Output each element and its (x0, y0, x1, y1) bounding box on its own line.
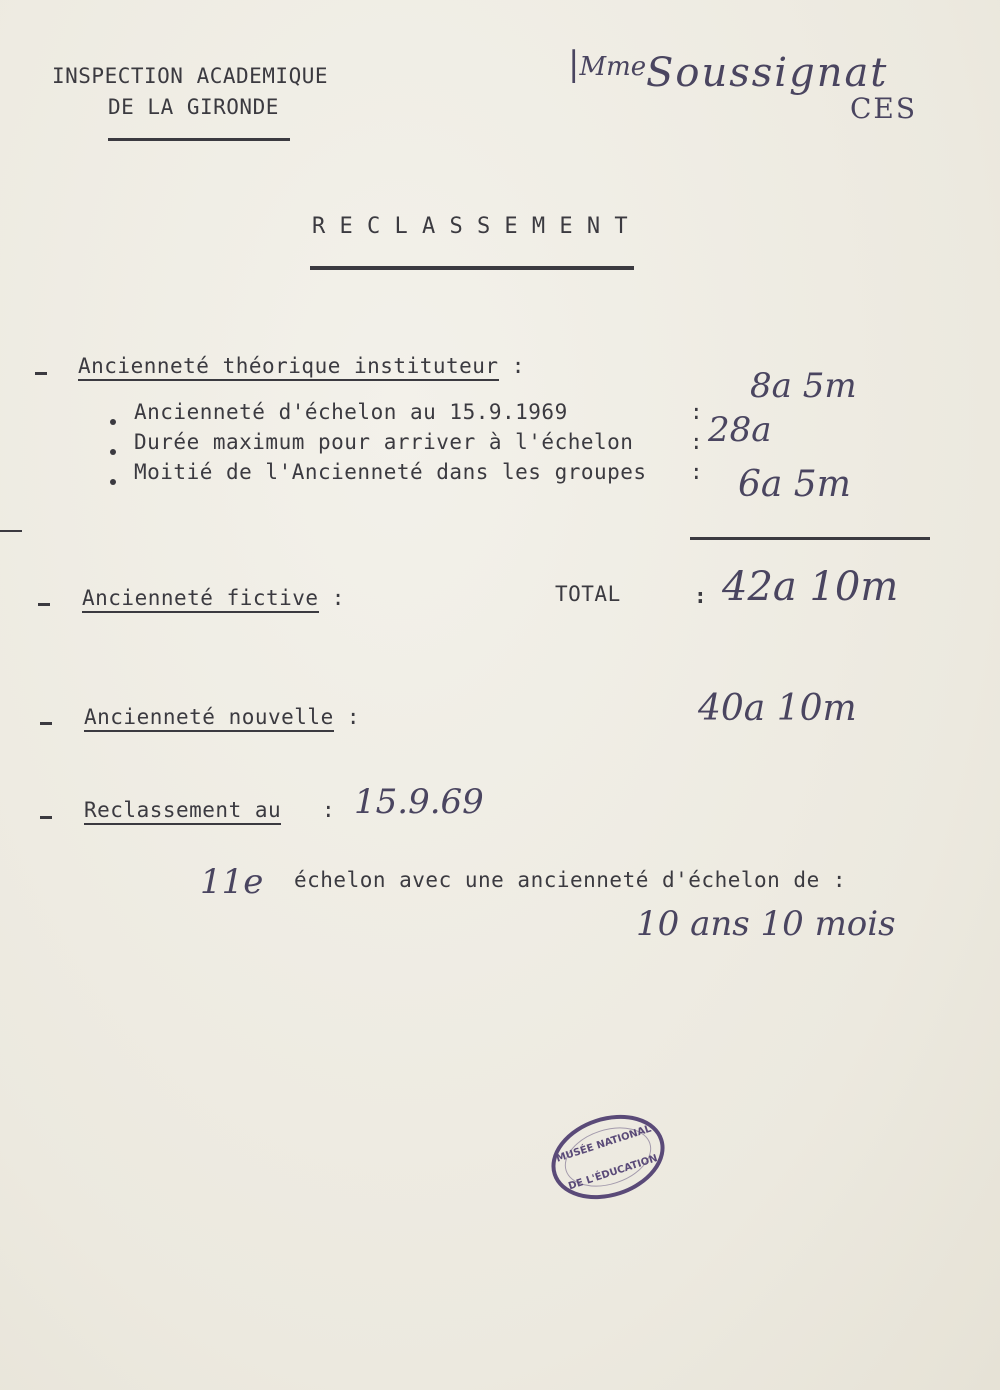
title-underline (310, 266, 634, 270)
section3-value: 40a 10m (698, 688, 857, 729)
item1-colon: : (690, 400, 704, 424)
item1-label: Ancienneté d'échelon au 15.9.1969 (134, 400, 568, 424)
total-label: TOTAL (555, 582, 621, 606)
item3-label: Moitié de l'Ancienneté dans les groupes (134, 460, 647, 484)
bullet-3 (110, 479, 116, 485)
echelon-text: échelon avec une ancienneté d'échelon de : (294, 868, 847, 892)
header-underline (108, 138, 290, 141)
stamp-text-bottom: DE L'ÉDUCATION (567, 1153, 660, 1193)
handwritten-name: Soussignat (646, 50, 889, 96)
page-title: R E C L A S S E M E N T (312, 214, 629, 239)
header-line-2: DE LA GIRONDE (108, 95, 279, 119)
item2-value: 28a (708, 410, 772, 450)
stamp-text-top: MUSÉE NATIONAL (554, 1123, 653, 1165)
section4-label: Reclassement au (84, 798, 281, 822)
total-colon: : (694, 584, 708, 608)
section1-label: Ancienneté théorique instituteur : (78, 354, 525, 378)
item2-colon: : (690, 430, 704, 454)
museum-stamp (537, 1096, 679, 1219)
total-value: 42a 10m (722, 564, 899, 610)
handwritten-title: |Mme (568, 44, 647, 84)
item3-value: 6a 5m (738, 464, 851, 505)
bullet-2 (110, 449, 116, 455)
section4-colon: : (322, 798, 336, 822)
echelon-number: 11e (200, 862, 264, 902)
section3-dash (40, 722, 52, 725)
sum-line (690, 537, 930, 540)
item2-label: Durée maximum pour arriver à l'échelon (134, 430, 634, 454)
section4-dash (40, 816, 52, 819)
section2-label: Ancienneté fictive : (82, 586, 345, 610)
header-line-1: INSPECTION ACADEMIQUE (52, 64, 329, 88)
item1-value: 8a 5m (750, 366, 857, 406)
handwritten-school: CES (850, 92, 918, 125)
section2-dash (38, 603, 50, 606)
bullet-1 (110, 419, 116, 425)
item3-colon: : (690, 460, 704, 484)
section4-date: 15.9.69 (354, 782, 484, 822)
section1-dash (35, 372, 47, 375)
echelon-value: 10 ans 10 mois (636, 904, 896, 944)
margin-mark (0, 530, 22, 532)
section3-label: Ancienneté nouvelle : (84, 705, 360, 729)
